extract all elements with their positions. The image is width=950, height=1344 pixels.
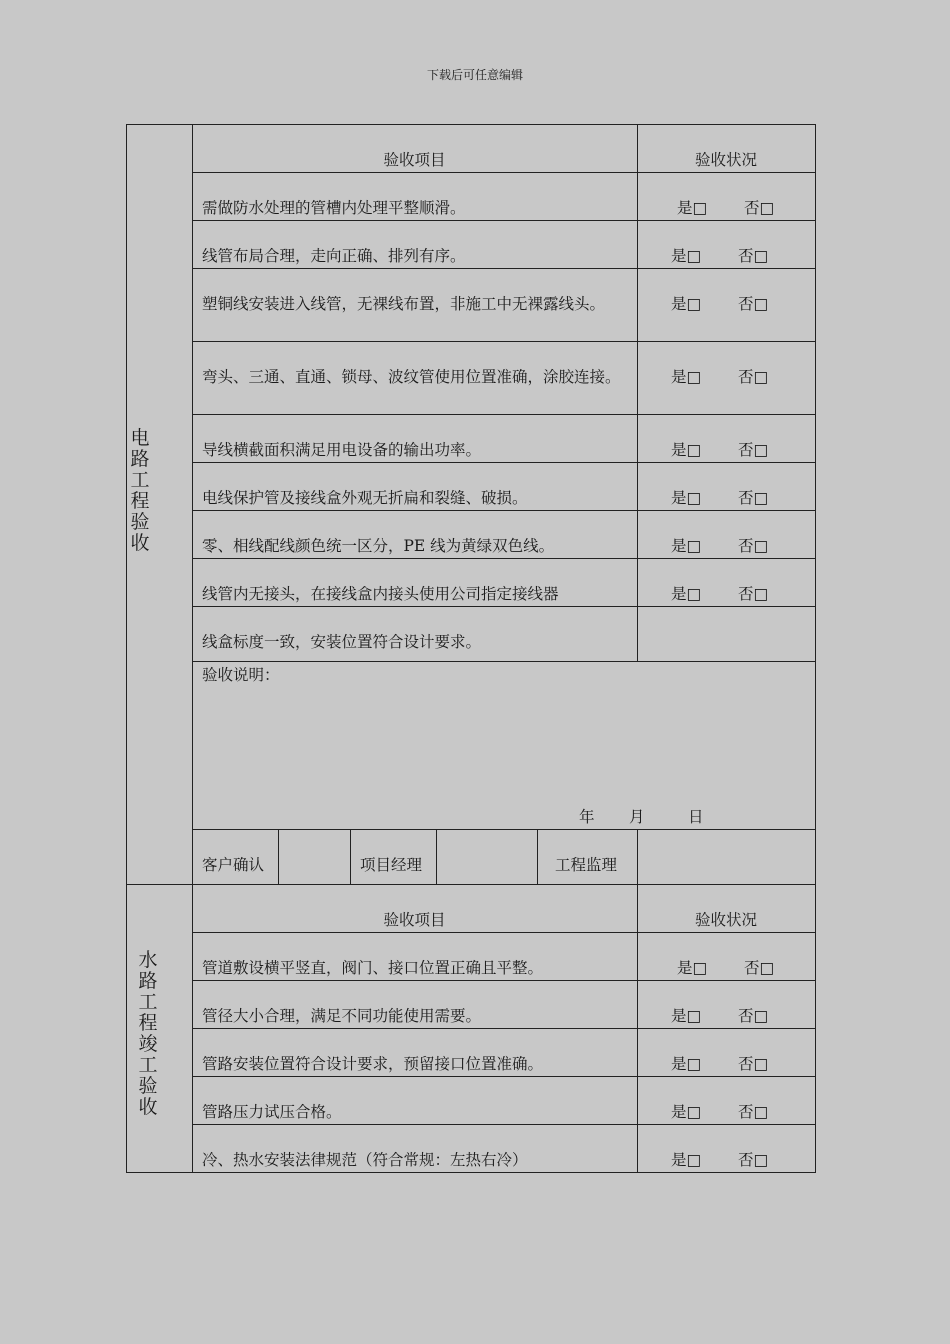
row-line — [192, 1076, 816, 1077]
row-line — [192, 268, 816, 269]
checkbox-no[interactable]: 否□ — [738, 441, 769, 459]
sign-cell-border — [350, 829, 351, 884]
row-line — [192, 220, 816, 221]
side-label-char: 竣 — [138, 1033, 158, 1055]
item-text: 导线横截面积满足用电设备的输出功率。 — [202, 441, 482, 459]
row-line — [192, 661, 816, 662]
checkbox-no[interactable]: 否□ — [738, 1007, 769, 1025]
row-line — [192, 462, 816, 463]
item-text: 线管内无接头，在接线盒内接头使用公司指定接线器 — [202, 585, 559, 603]
column-header-status: 验收状况 — [694, 911, 757, 929]
date-day: 日 — [688, 808, 704, 826]
side-label-char: 工 — [138, 991, 158, 1013]
checkbox-no[interactable]: 否□ — [738, 295, 769, 313]
checkbox-no[interactable]: 否□ — [738, 489, 769, 507]
row-line — [192, 510, 816, 511]
remarks-label: 验收说明： — [202, 666, 280, 684]
row-line — [192, 932, 816, 933]
checkbox-yes[interactable]: 是□ — [671, 537, 702, 555]
sign-manager-label: 项目经理 — [360, 856, 423, 874]
section-divider — [126, 884, 816, 885]
checkbox-no[interactable]: 否□ — [744, 199, 775, 217]
column-header-status: 验收状况 — [694, 151, 757, 169]
date-month: 月 — [629, 808, 645, 826]
checkbox-yes[interactable]: 是□ — [677, 199, 708, 217]
table-border — [126, 124, 127, 1172]
column-header-item: 验收项目 — [383, 151, 446, 169]
item-text: 管径大小合理，满足不同功能使用需要。 — [202, 1007, 482, 1025]
header-note: 下载后可任意编辑 — [426, 68, 523, 82]
row-line — [192, 341, 816, 342]
checkbox-no[interactable]: 否□ — [738, 1103, 769, 1121]
sign-customer-field[interactable] — [279, 830, 349, 883]
row-line — [192, 1124, 816, 1125]
checkbox-no[interactable]: 否□ — [738, 1055, 769, 1073]
item-text: 零、相线配线颜色统一区分，PE 线为黄绿双色线。 — [202, 537, 555, 555]
checkbox-no[interactable]: 否□ — [738, 368, 769, 386]
item-text: 弯头、三通、直通、锁母、波纹管使用位置准确，涂胶连接。 — [202, 368, 621, 386]
side-label-char: 路 — [138, 970, 158, 992]
item-text: 管路压力试压合格。 — [202, 1103, 342, 1121]
sign-supervisor-label: 工程监理 — [555, 856, 618, 874]
row-line — [192, 606, 816, 607]
row-line — [192, 980, 816, 981]
row-line — [192, 414, 816, 415]
side-label-char: 程 — [138, 1012, 158, 1034]
checkbox-yes[interactable]: 是□ — [671, 489, 702, 507]
checkbox-no[interactable]: 否□ — [738, 537, 769, 555]
side-label-char: 验 — [130, 511, 150, 533]
checkbox-yes[interactable]: 是□ — [671, 1055, 702, 1073]
item-text: 线盒标度一致，安装位置符合设计要求。 — [202, 633, 482, 651]
row-line — [192, 558, 816, 559]
checkbox-yes[interactable]: 是□ — [671, 295, 702, 313]
row-line — [192, 172, 816, 173]
side-label-char: 收 — [138, 1096, 158, 1118]
side-label-char: 电 — [130, 427, 150, 449]
checkbox-yes[interactable]: 是□ — [671, 585, 702, 603]
item-text: 管路安装位置符合设计要求，预留接口位置准确。 — [202, 1055, 544, 1073]
checkbox-yes[interactable]: 是□ — [677, 959, 708, 977]
checkbox-yes[interactable]: 是□ — [671, 247, 702, 265]
item-text: 管道敷设横平竖直，阀门、接口位置正确且平整。 — [202, 959, 544, 977]
side-label-char: 程 — [130, 490, 150, 512]
sign-manager-field[interactable] — [437, 830, 536, 883]
side-label-char: 工 — [138, 1054, 158, 1076]
column-header-item: 验收项目 — [383, 911, 446, 929]
sign-cell-border — [537, 829, 538, 884]
section-label-electrical — [125, 428, 155, 554]
item-text: 电线保护管及接线盒外观无折扁和裂缝、破损。 — [202, 489, 528, 507]
item-text: 需做防水处理的管槽内处理平整顺滑。 — [202, 199, 466, 217]
date-year: 年 — [579, 808, 595, 826]
item-text: 线管布局合理，走向正确、排列有序。 — [202, 247, 466, 265]
row-line — [192, 1028, 816, 1029]
status-column-border — [637, 124, 638, 661]
checkbox-no[interactable]: 否□ — [744, 959, 775, 977]
table-border — [815, 124, 816, 1172]
item-text: 冷、热水安装法律规范（符合常规：左热右冷） — [202, 1151, 528, 1169]
table-border — [192, 124, 193, 1172]
sign-customer-label: 客户确认 — [202, 856, 265, 874]
checkbox-no[interactable]: 否□ — [738, 1151, 769, 1169]
table-border — [126, 124, 816, 125]
table-border — [126, 1172, 816, 1173]
side-label-char: 路 — [130, 448, 150, 470]
checkbox-yes[interactable]: 是□ — [671, 441, 702, 459]
checkbox-yes[interactable]: 是□ — [671, 368, 702, 386]
side-label-char: 工 — [130, 469, 150, 491]
side-label-char: 验 — [138, 1075, 158, 1097]
checkbox-no[interactable]: 否□ — [738, 585, 769, 603]
checkbox-yes[interactable]: 是□ — [671, 1007, 702, 1025]
section-label-plumbing — [133, 950, 163, 1118]
checkbox-yes[interactable]: 是□ — [671, 1151, 702, 1169]
side-label-char: 收 — [130, 532, 150, 554]
sign-supervisor-field[interactable] — [638, 830, 815, 883]
side-label-char: 水 — [138, 949, 158, 971]
checkbox-yes[interactable]: 是□ — [671, 1103, 702, 1121]
checkbox-no[interactable]: 否□ — [738, 247, 769, 265]
item-text: 塑铜线安装进入线管，无裸线布置，非施工中无裸露线头。 — [202, 295, 606, 313]
